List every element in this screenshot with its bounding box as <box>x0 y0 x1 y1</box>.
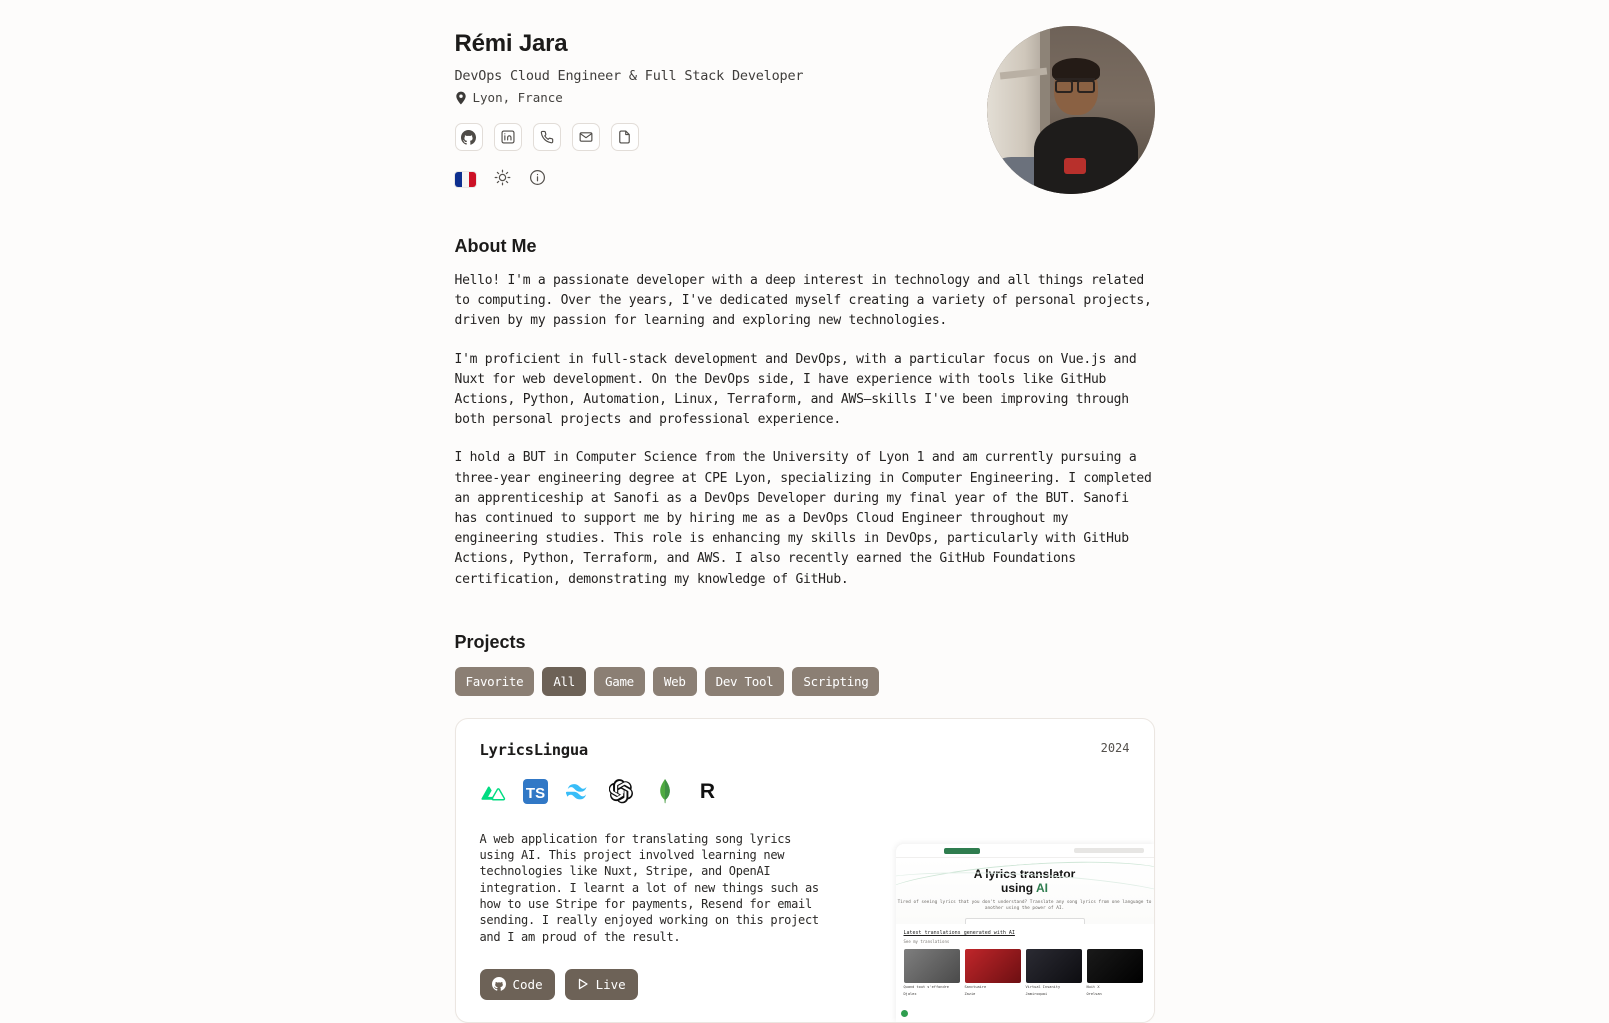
language-toggle-french[interactable] <box>455 172 476 187</box>
preview-card-art <box>904 949 960 983</box>
theme-toggle[interactable] <box>494 169 511 190</box>
email-link[interactable] <box>572 123 600 151</box>
preview-card-title: Sanctuaire <box>964 984 987 989</box>
live-button[interactable] <box>565 969 638 1000</box>
preview-status-dot <box>901 1010 908 1017</box>
preview-heading-line1: A lyrics translator <box>973 866 1076 881</box>
code-button[interactable] <box>480 969 555 1000</box>
preview-card-title: Virtual Insanity <box>1025 984 1061 989</box>
linkedin-link[interactable] <box>494 123 522 151</box>
preview-translation-card[interactable] <box>965 949 1021 998</box>
page-title: Rémi Jara <box>454 30 568 57</box>
nuxt-icon <box>480 779 506 805</box>
profile-header <box>455 26 1155 194</box>
preview-card-art <box>1026 949 1082 983</box>
resume-link[interactable] <box>611 123 639 151</box>
filter-dev-tool[interactable]: Dev Tool <box>705 667 785 696</box>
project-title: LyricsLingua <box>479 740 588 759</box>
resend-icon: R <box>699 779 716 803</box>
preview-lyrics-input[interactable] <box>965 918 1085 924</box>
flag-stripe-red <box>469 172 476 187</box>
linkedin-icon <box>501 130 515 144</box>
preference-toggles <box>455 169 804 190</box>
preview-card-meta: Jamiroquai <box>1025 992 1048 997</box>
preview-translation-card[interactable] <box>904 949 960 998</box>
mail-icon <box>579 130 593 144</box>
content-container <box>455 0 1155 1023</box>
live-button-label: Live <box>595 976 626 992</box>
preview-heading-line2: using AI <box>1001 881 1048 896</box>
preview-card-title: Quand tout s'effondre <box>903 984 949 989</box>
social-links <box>455 123 804 151</box>
avatar-glasses <box>1055 78 1095 87</box>
about-section-title: About Me <box>454 236 537 256</box>
project-card-header <box>480 741 1130 759</box>
flag-stripe-blue <box>455 172 462 187</box>
preview-section-subtitle: See my translations <box>903 938 950 944</box>
location-label: Lyon, France <box>472 90 563 105</box>
github-link[interactable] <box>455 123 483 151</box>
info-button[interactable] <box>529 169 546 190</box>
info-icon <box>529 169 546 190</box>
phone-icon <box>540 130 554 144</box>
filter-favorite[interactable]: Favorite <box>455 667 535 696</box>
filter-scripting[interactable]: Scripting <box>792 667 879 696</box>
profile-info <box>455 26 804 190</box>
filter-web[interactable]: Web <box>653 667 697 696</box>
filter-all[interactable]: All <box>542 667 586 696</box>
preview-card-meta: Zazie <box>964 992 976 997</box>
preview-translation-card[interactable] <box>1087 949 1143 998</box>
preview-nav-links <box>1074 848 1144 853</box>
preview-card-meta: Djalex <box>903 992 917 997</box>
preview-hero <box>896 858 1154 924</box>
sun-icon <box>494 169 511 190</box>
avatar-shirt-logo <box>1064 158 1086 174</box>
play-icon <box>577 978 589 990</box>
about-paragraph: I hold a BUT in Computer Science from the University of Lyon 1 and am currently pursuing a three-year engineering degree at CPE Lyon, specializing in Computer Engineering. I completed an apprenticeship at Sanofi as a DevOps Developer during my final year of the BUT. Sanofi has continued to support me by hiring me as a DevOps Cloud Engineer throughout my engineering studies. This role is enhancing my skills in DevOps, particularly with GitHub Actions, Python, Terraform, and AWS. I also recently earned the GitHub Foundations certification, demonstrating my knowledge of GitHub. <box>454 450 1152 587</box>
preview-subtitle: Tired of seeing lyrics that you don't understand? Translate any song lyrics from one language to another using the power of AI. <box>897 899 1152 912</box>
projects-section-title: Projects <box>454 631 526 652</box>
typescript-icon: TS <box>523 779 549 805</box>
project-preview-screenshot[interactable] <box>896 844 1154 1022</box>
project-tech-list <box>480 779 1130 805</box>
preview-card-art <box>965 949 1021 983</box>
github-icon <box>461 130 476 145</box>
tailwind-icon <box>566 779 592 805</box>
map-pin-icon <box>455 91 467 105</box>
profile-subtitle: DevOps Cloud Engineer & Full Stack Developer <box>454 68 804 84</box>
project-filters <box>455 667 1155 696</box>
code-button-label: Code <box>512 976 543 992</box>
openai-icon <box>609 779 635 805</box>
about-paragraph: I'm proficient in full-stack development and DevOps, with a particular focus on Vue.js and Nuxt for web development. On the DevOps side, I have experience with tools like GitHub Actions, Python, Automation, Linux, Terraform, and AWS—skills I've been improving through both personal projects and professional experience. <box>454 351 1137 428</box>
preview-card-title: Nuit X <box>1086 984 1100 989</box>
preview-section-title: Latest translations generated with AI <box>903 929 1015 936</box>
preview-logo <box>944 848 980 854</box>
filter-game[interactable]: Game <box>594 667 645 696</box>
about-paragraph: Hello! I'm a passionate developer with a deep interest in technology and all things related to computing. Over the years, I've dedicated myself creating a variety of personal projects, driven by my passion for learning and exploring new technologies. <box>454 273 1152 329</box>
project-year: 2024 <box>1100 740 1130 755</box>
document-icon <box>618 130 631 144</box>
preview-card-meta: Orelsan <box>1086 992 1102 997</box>
preview-card-grid <box>904 949 1146 998</box>
preview-card-art <box>1087 949 1143 983</box>
preview-translation-card[interactable] <box>1026 949 1082 998</box>
avatar-shirt <box>1034 117 1138 194</box>
project-card[interactable] <box>455 718 1155 1023</box>
preview-navbar <box>896 844 1154 858</box>
preview-heading-accent: AI <box>1035 881 1048 896</box>
mongodb-icon <box>652 779 678 805</box>
profile-location <box>455 90 804 105</box>
phone-link[interactable] <box>533 123 561 151</box>
preview-latest-section <box>896 924 1154 998</box>
github-icon <box>492 977 506 991</box>
flag-stripe-white <box>462 172 469 187</box>
avatar <box>987 26 1155 194</box>
project-description: A web application for translating song lyrics using AI. This project involved learning new technologies like Nuxt, Stripe, and OpenAI integration. I learnt a lot of new things such as how to use Stripe for payments, Resend for email sending. I really enjoyed working on this project and I am proud of the result. <box>479 831 819 944</box>
